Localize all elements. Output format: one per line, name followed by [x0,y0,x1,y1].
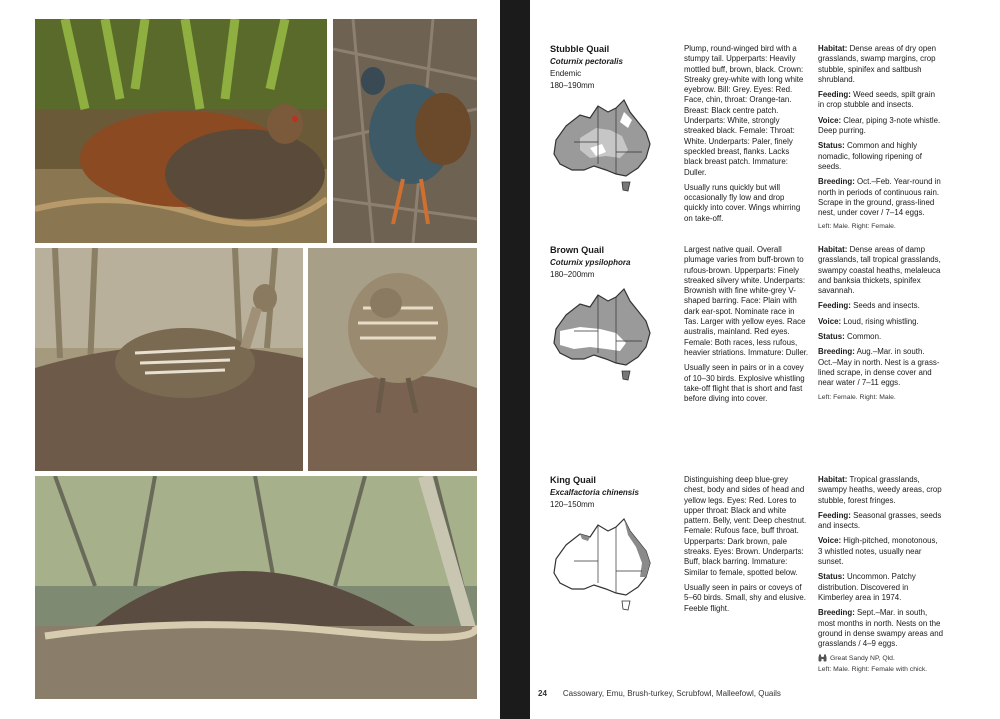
voice-fact [818,116,943,137]
voice-text: Clear, piping 3-note whistle. Deep purring. [818,115,941,136]
fact-label: Feeding: [818,90,851,100]
status-text: Common and highly nomadic, following ripening of seeds. [818,141,922,171]
habitat-text: Dense areas of damp grasslands, tall tropical grasslands, swampy coastal heaths, melaleuca and banksia thickets, spinifex savannah. [818,245,941,296]
breeding-fact [818,608,943,649]
photo-malleefowl-left [35,248,303,471]
distribution-map [550,98,654,194]
photo-caption: Left: Female. Right: Male. [818,393,896,401]
species-name: Brown Quail [550,245,605,255]
feeding-text: Weed seeds, spilt grain in crop stubble and insects. [818,90,935,110]
photo-malleefowl-right [308,248,477,471]
species-description [684,475,809,619]
fact-label: Voice: [818,115,842,125]
description-behaviour: Usually seen in pairs or coveys of 5–60 birds. Small, shy and elusive. Feeble flight. [684,582,806,613]
habitat-text: Dense areas of dry open grasslands, swamp margins, crop stubble, spinifex and saltbush shrubland. [818,44,936,84]
breeding-fact [818,347,943,388]
status-text: Common. [846,332,882,342]
species-name: Stubble Quail [550,44,610,54]
distribution-map [550,287,654,383]
location-text: Great Sandy NP, Qld. [830,655,895,663]
description-behaviour: Usually seen in pairs or in a covey of 10–30 birds. Explosive whistling take-off flight that is short and fast before diving into cover. [684,363,805,404]
habitat-fact [818,44,943,85]
photo-malleefowl-mound [35,476,477,699]
feeding-fact [818,511,943,532]
photo-caption: Left: Male. Right: Female with chick. [818,666,928,674]
fact-label: Status: [818,141,845,151]
feeding-text: Seeds and insects. [853,301,920,311]
section-title: Cassowary, Emu, Brush-turkey, Scrubfowl, Malleefowl, Quails [562,689,781,698]
status-text: Uncommon. Patchy distribution. Discovered in Kimberley area in 1974. [818,572,916,602]
species-facts [818,44,943,234]
size-range: 180–190mm [550,81,595,90]
photo-stubble-quail-male [35,19,327,243]
fact-label: Status: [818,572,845,582]
fact-label: Breeding: [818,347,855,357]
voice-fact [818,536,943,567]
species-header [550,44,675,194]
species-header [550,475,675,613]
endemic-label: Endemic [550,69,582,78]
fact-label: Feeding: [818,510,851,520]
status-fact [818,332,943,342]
voice-fact [818,317,943,327]
distribution-map [550,517,654,613]
fact-label: Breeding: [818,177,855,187]
description-plumage: Distinguishing deep blue-grey chest, body and sides of head and yellow legs. Eyes: Red. Lores to upper throat: Black and white pattern. Belly, vent: Deep chestnut. Female: Rufous face, buff throat. Upperparts: Dark brown, pale streaks. Eyes: Brown. Underparts: Buff, black barring. Immature: Similar to female, spotted below. [684,475,807,577]
breeding-text: Sept.–Mar. in south, most months in north. Nests on the ground in dense swampy areas and grasslands / 4–9 eggs. [818,608,944,649]
species-header [550,245,675,383]
breeding-text: Oct.–Feb. Year-round in north in periods of continuous rain. Scrape in the ground, grass-lined nest, under cover / 7–14 eggs. [818,177,941,218]
feeding-text: Seasonal grasses, seeds and insects. [818,510,942,531]
photo-caption: Left: Male. Right: Female. [818,223,896,231]
page-number: 24 [538,689,547,698]
size-range: 120–150mm [550,500,595,509]
size-range: 180–200mm [550,270,595,279]
fact-label: Habitat: [818,245,848,254]
voice-text: High-pitched, monotonous, 3 whistled notes, usually near sunset. [818,536,938,567]
fact-label: Breeding: [818,608,855,618]
fact-label: Status: [818,332,845,342]
page-spine [500,0,530,719]
location-note [818,654,943,662]
fact-label: Habitat: [818,44,848,53]
habitat-fact [818,245,943,296]
photo-stubble-quail-female [333,19,477,243]
fact-label: Voice: [818,316,842,326]
breeding-text: Aug.–Mar. in south. Oct.–May in north. Nest is a grass-lined scrape, in dense cover and near water / 7–11 eggs. [818,347,940,388]
species-description [684,44,809,229]
species-name: King Quail [550,475,596,485]
description-plumage: Plump, round-winged bird with a stumpy tail. Upperparts: Heavily mottled buff, brown, black. Crown: Streaky grey-white with long white eyebrow. Bill: Grey. Eyes: Red. Face, chin, throat: Orange-tan. Breast: Black centre patch. Underparts: White, strongly streaked black. Female: Throat: White. Underparts: Paler, finely speckled breast, flanks. Lacks black breast patch. Immature: Duller. [684,44,804,177]
binoculars-icon [818,654,827,662]
status-fact [818,141,943,172]
voice-text: Loud, rising whistling. [843,316,919,326]
breeding-fact [818,177,943,218]
feeding-fact [818,301,943,311]
fact-label: Habitat: [818,475,848,484]
status-fact [818,572,943,603]
scientific-name: Coturnix pectoralis [550,57,623,66]
fact-label: Voice: [818,536,842,546]
scientific-name: Coturnix ypsilophora [550,258,631,267]
description-plumage: Largest native quail. Overall plumage varies from buff-brown to rufous-brown. Upperparts: Finely streaked silvery white. Underparts: Brownish with fine white-grey V-shaped barring. Face: Plain with dark ear-spot. Nominate race in Tas. Larger with yellow eyes. Race australis, mainland. Red eyes. Female: Both races, less rufous, heavier striations. Immature: Duller. [684,245,809,357]
habitat-text: Tropical grasslands, swampy heaths, weedy areas, crop stubble, forest fringes. [818,475,942,505]
description-behaviour: Usually runs quickly but will occasionally fly low and drop quickly into cover. Wings whirring on take-off. [684,182,801,223]
species-description [684,245,809,409]
fact-label: Feeding: [818,301,851,311]
page-footer [538,689,781,698]
species-facts [818,245,943,405]
feeding-fact [818,90,943,111]
habitat-fact [818,475,943,506]
species-facts [818,475,943,677]
scientific-name: Excalfactoria chinensis [550,488,639,497]
